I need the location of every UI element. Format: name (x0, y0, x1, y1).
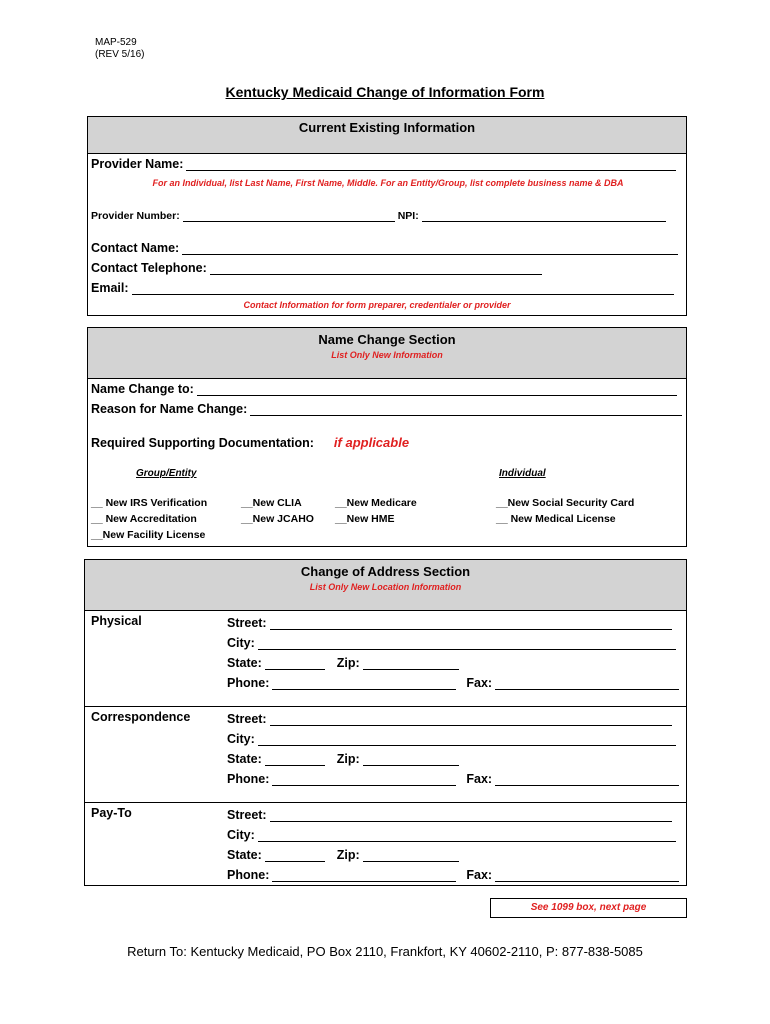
payto-city-row (227, 828, 676, 842)
name-change-subheading: List Only New Information (331, 350, 443, 360)
reason-field[interactable] (250, 403, 682, 416)
name-change-field[interactable] (197, 383, 677, 396)
corr-zip-field[interactable] (363, 753, 459, 766)
payto-label: Pay-To (91, 806, 132, 820)
physical-city-row (227, 636, 676, 650)
corr-phone-field[interactable] (272, 773, 456, 786)
payto-phone-label: Phone: (227, 868, 270, 882)
physical-city-label: City: (227, 636, 255, 650)
npi-field[interactable] (422, 209, 666, 222)
payto-fax-label: Fax: (466, 868, 493, 882)
payto-fax-field[interactable] (495, 869, 679, 882)
payto-zip-field[interactable] (363, 849, 459, 862)
address-header (85, 560, 686, 611)
email-field[interactable] (132, 282, 674, 295)
current-info-header (88, 117, 686, 154)
provider-number-row (91, 209, 666, 222)
payto-city-field[interactable] (258, 829, 676, 842)
medical-license-checkbox[interactable]: __ New Medical License (496, 513, 616, 525)
contact-note: Contact Information for form preparer, credentialer or provider (243, 300, 511, 310)
contact-phone-label: Contact Telephone: (91, 261, 207, 275)
provider-number-label: Provider Number: (91, 210, 180, 222)
corr-phone-label: Phone: (227, 772, 270, 786)
physical-state-field[interactable] (265, 657, 325, 670)
corr-state-label: State: (227, 752, 262, 766)
physical-fax-label: Fax: (466, 676, 493, 690)
physical-zip-label: Zip: (336, 656, 360, 670)
name-change-row (91, 382, 677, 396)
name-change-label: Name Change to: (91, 382, 194, 396)
contact-name-label: Contact Name: (91, 241, 180, 255)
corr-state-row (227, 752, 459, 766)
physical-phone-label: Phone: (227, 676, 270, 690)
ssn-card-checkbox[interactable]: __New Social Security Card (496, 497, 635, 509)
docs-row (91, 435, 409, 450)
payto-phone-row (227, 868, 679, 882)
email-label: Email: (91, 281, 129, 295)
payto-street-field[interactable] (270, 809, 672, 822)
page-title: Kentucky Medicaid Change of Information Form (225, 84, 545, 100)
physical-state-row (227, 656, 459, 670)
payto-city-label: City: (227, 828, 255, 842)
payto-phone-field[interactable] (272, 869, 456, 882)
docs-note: if applicable (333, 435, 410, 450)
physical-divider (85, 706, 686, 707)
address-section (84, 559, 687, 886)
physical-label: Physical (91, 614, 142, 628)
form-code: MAP-529 (95, 37, 137, 48)
provider-name-field[interactable] (186, 158, 676, 171)
reason-label: Reason for Name Change: (91, 402, 248, 416)
address-subheading: List Only New Location Information (309, 582, 462, 592)
jcaho-checkbox[interactable]: __New JCAHO (241, 513, 314, 525)
corr-state-field[interactable] (265, 753, 325, 766)
docs-label: Required Supporting Documentation: (91, 436, 314, 450)
physical-fax-field[interactable] (495, 677, 679, 690)
contact-name-field[interactable] (182, 242, 678, 255)
physical-phone-field[interactable] (272, 677, 456, 690)
name-change-heading: Name Change Section (318, 332, 456, 347)
provider-name-row (91, 157, 676, 171)
email-row (91, 281, 674, 295)
corr-city-label: City: (227, 732, 255, 746)
current-info-heading: Current Existing Information (298, 120, 476, 135)
accreditation-checkbox[interactable]: __ New Accreditation (91, 513, 197, 525)
correspondence-divider (85, 802, 686, 803)
group-entity-heading: Group/Entity (136, 468, 197, 479)
form-revision: (REV 5/16) (95, 49, 145, 60)
physical-city-field[interactable] (258, 637, 676, 650)
payto-street-row (227, 808, 672, 822)
return-address-footer: Return To: Kentucky Medicaid, PO Box 2110, Frankfort, KY 40602-2110, P: 877-838-5085 (127, 944, 643, 959)
provider-name-label: Provider Name: (91, 157, 184, 171)
physical-phone-row (227, 676, 679, 690)
clia-checkbox[interactable]: __New CLIA (241, 497, 302, 509)
corr-fax-label: Fax: (466, 772, 493, 786)
provider-name-note: For an Individual, list Last Name, First Name, Middle. For an Entity/Group, list complete business name & DBA (152, 178, 624, 188)
corr-zip-label: Zip: (336, 752, 360, 766)
see-1099-note: See 1099 box, next page (490, 898, 687, 918)
medicare-checkbox[interactable]: __New Medicare (335, 497, 417, 509)
facility-license-checkbox[interactable]: __New Facility License (91, 529, 206, 541)
contact-name-row (91, 241, 678, 255)
physical-street-label: Street: (227, 616, 267, 630)
corr-city-field[interactable] (258, 733, 676, 746)
corr-street-field[interactable] (270, 713, 672, 726)
corr-phone-row (227, 772, 679, 786)
payto-state-row (227, 848, 459, 862)
hme-checkbox[interactable]: __New HME (335, 513, 395, 525)
name-change-header (88, 328, 686, 379)
payto-zip-label: Zip: (336, 848, 360, 862)
individual-heading: Individual (499, 468, 546, 479)
corr-city-row (227, 732, 676, 746)
payto-street-label: Street: (227, 808, 267, 822)
corr-street-label: Street: (227, 712, 267, 726)
physical-state-label: State: (227, 656, 262, 670)
correspondence-label: Correspondence (91, 710, 191, 724)
provider-number-field[interactable] (183, 209, 395, 222)
physical-street-field[interactable] (270, 617, 672, 630)
payto-state-label: State: (227, 848, 262, 862)
payto-state-field[interactable] (265, 849, 325, 862)
corr-street-row (227, 712, 672, 726)
contact-phone-row (91, 261, 542, 275)
contact-phone-field[interactable] (210, 262, 542, 275)
npi-label: NPI: (397, 210, 419, 222)
physical-street-row (227, 616, 672, 630)
address-heading: Change of Address Section (300, 564, 471, 579)
current-info-section (87, 116, 687, 316)
physical-zip-field[interactable] (363, 657, 459, 670)
corr-fax-field[interactable] (495, 773, 679, 786)
irs-verification-checkbox[interactable]: __ New IRS Verification (91, 497, 208, 509)
reason-row (91, 402, 682, 416)
name-change-section (87, 327, 687, 547)
